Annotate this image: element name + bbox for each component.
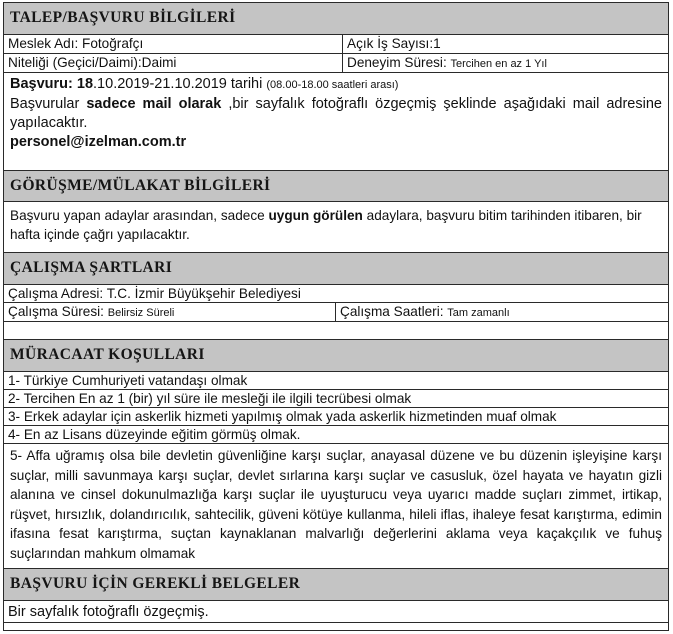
basvuru-mail-text	[10, 95, 662, 133]
basvuru-hours: (08.00-18.00 saatleri arası)	[266, 79, 399, 91]
meslek-row	[4, 35, 668, 54]
condition-text: 4- En az Lisans düzeyinde eğitim görmüş olmak.	[8, 427, 301, 442]
email-address[interactable]: personel@izelman.com.tr	[10, 134, 187, 150]
basvuru-day: 18	[76, 76, 94, 92]
gorusme-text	[4, 206, 668, 244]
document	[3, 2, 669, 631]
basvuru-date-line	[10, 75, 662, 95]
sure-label: Çalışma Süresi:	[8, 304, 104, 319]
sure-value: Belirsiz Süreli	[107, 307, 175, 319]
belgeler-row	[4, 601, 668, 623]
deneyim-label: Deneyim Süresi:	[347, 55, 447, 70]
condition-text: 3- Erkek adaylar için askerlik hizmeti yapılmış olmak yada askerlik hizmetinden muaf olmak	[8, 409, 557, 424]
sure-row	[4, 303, 668, 322]
basvuru-label: Başvuru:	[10, 76, 73, 92]
condition-long-text: 5- Affa uğramış olsa bile devletin güvenliğine karşı suçlar, anayasal düzene ve bu düzenin işleyişine karşı suçlar, milli savunmaya karşı suçlar, devlet sırlarına karşı suçlar ve casusluk, özel hayata ve hayatın gizli alanına ve cinsel dokunulmazlığa karşı suçlar ile uyuşturucu veya uyarıcı madde suçları zimmet, irtikap, rüşvet, hırsızlık, dolandırıcılık, sahtecilik, güveni kötüye kullanma, hileli iflas, ihaleye fesat karıştırma, edimin ifasına fesat karıştırma, suçtan kaynaklanan malvarlığı değerlerini aklama veya kaçakçılık ve fuhuş suçlarından mahkum olmamak	[10, 448, 662, 561]
adres-row	[4, 285, 668, 303]
deneyim-value: Tercihen en az 1 Yıl	[450, 58, 547, 70]
nitelik-cell: Niteliği (Geçici/Daimi):Daimi	[8, 55, 177, 70]
saat-label: Çalışma Saatleri:	[340, 304, 444, 319]
gorusme-text-post: adaylara, başvuru bitim tarihinden itibaren, bir hafta içinde çağrı yapılacaktır.	[10, 208, 642, 242]
section-header-gorusme: GÖRÜŞME/MÜLAKAT BİLGİLERİ	[4, 170, 668, 202]
nitelik-row	[4, 54, 668, 73]
saat-value: Tam zamanlı	[447, 307, 510, 319]
condition-text: 1- Türkiye Cumhuriyeti vatandaşı olmak	[8, 373, 248, 388]
section-header-calisma: ÇALIŞMA ŞARTLARI	[4, 252, 668, 285]
saat-cell	[335, 303, 668, 321]
section-header-talep: TALEP/BAŞVURU BİLGİLERİ	[4, 2, 668, 35]
mail-text-post: ,bir sayfalık fotoğraflı özgeçmiş şeklinde aşağıdaki mail adresine yapılacaktır.	[10, 96, 662, 131]
gorusme-text-pre: Başvuru yapan adaylar arasından, sadece	[10, 208, 265, 223]
section-header-muracaat: MÜRACAAT KOŞULLARI	[4, 339, 668, 372]
acik-is-cell: Açık İş Sayısı:1	[342, 35, 668, 53]
basvuru-dates: .10.2019-21.10.2019 tarihi	[93, 76, 263, 92]
condition-text: 2- Tercihen En az 1 (bir) yıl süre ile mesleği ile ilgili tecrübesi olmak	[8, 391, 412, 406]
mail-text-bold: sadece mail olarak	[86, 96, 222, 112]
belgeler-text: Bir sayfalık fotoğraflı özgeçmiş.	[8, 604, 209, 620]
condition-row	[4, 372, 668, 390]
condition-row	[4, 408, 668, 426]
condition-row	[4, 390, 668, 408]
basvuru-block	[4, 75, 668, 152]
gorusme-text-bold: uygun görülen	[268, 208, 363, 223]
meslek-cell: Meslek Adı: Fotoğrafçı	[8, 36, 144, 51]
adres-cell: Çalışma Adresi: T.C. İzmir Büyükşehir Belediyesi	[8, 286, 301, 301]
condition-row	[4, 426, 668, 444]
mail-text-pre: Başvurular	[10, 96, 80, 112]
sure-cell	[4, 303, 335, 321]
deneyim-cell	[342, 54, 668, 72]
section-header-belgeler: BAŞVURU İÇİN GEREKLİ BELGELER	[4, 568, 668, 601]
